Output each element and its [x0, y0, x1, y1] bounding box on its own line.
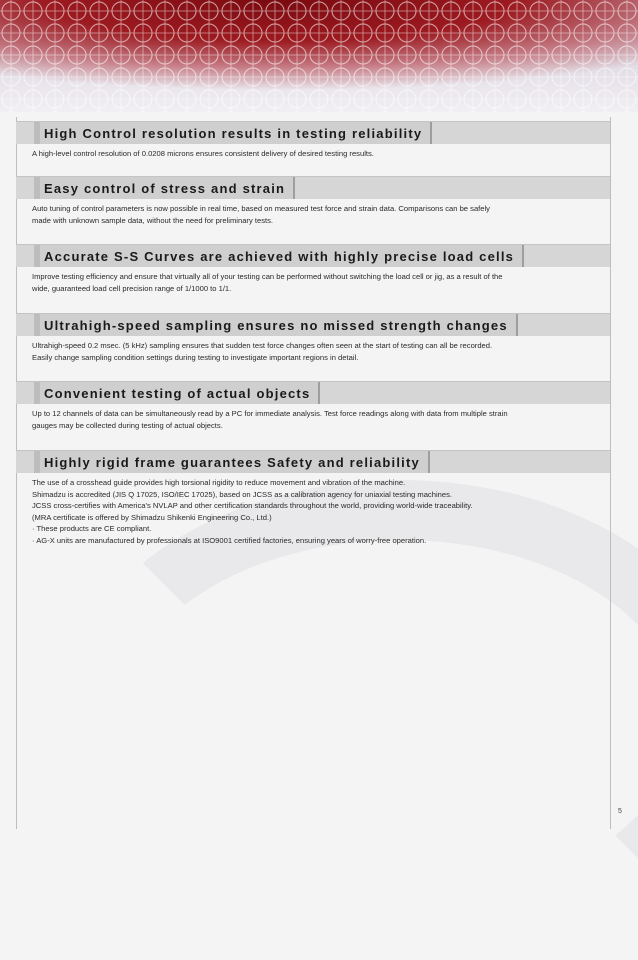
- section-title: Accurate S-S Curves are achieved with highly precise load cells: [40, 245, 524, 267]
- body-line: made with unknown sample data, without the need for preliminary tests.: [32, 215, 274, 225]
- section-header: [16, 313, 610, 336]
- lattice-pattern: [0, 0, 638, 112]
- section-title: High Control resolution results in testing reliability: [40, 122, 432, 144]
- section-title: Highly rigid frame guarantees Safety and reliability: [40, 451, 430, 473]
- body-line: Improve testing efficiency and ensure that virtually all of your testing can be performed without switching the load cell or jig, as a result of the: [32, 272, 503, 281]
- section-actual-objects: [16, 381, 610, 431]
- section-header: [16, 244, 610, 267]
- section-body: [16, 336, 610, 363]
- section-body: [16, 199, 610, 226]
- body-line: Shimadzu is accredited (JIS Q 17025, ISO/IEC 17025), based on JCSS as a calibration agency for uniaxial testing machines.: [32, 489, 452, 499]
- section-title: Ultrahigh-speed sampling ensures no missed strength changes: [40, 314, 518, 336]
- section-body: [16, 404, 610, 431]
- section-control-resolution: [16, 121, 610, 160]
- section-header: [16, 176, 610, 199]
- body-line: Auto tuning of control parameters is now possible in real time, based on measured test force and strain data. Comparisons can be safely: [32, 204, 490, 213]
- section-header: [16, 121, 610, 144]
- section-body: [16, 473, 610, 546]
- bullet-item: · AG-X units are manufactured by professionals at ISO9001 certified factories, ensuring years of worry-free operation.: [32, 535, 427, 545]
- body-line: Easily change sampling condition settings during testing to investigate important regions in detail.: [32, 352, 359, 362]
- section-header: [16, 381, 610, 404]
- body-line: wide, guaranteed load cell precision range of 1/1000 to 1/1.: [32, 283, 232, 293]
- body-line: Ultrahigh-speed 0.2 msec. (5 kHz) sampling ensures that sudden test force changes often seen at the start of testing can all be recorded.: [32, 341, 493, 350]
- section-title: Easy control of stress and strain: [40, 177, 295, 199]
- body-line: Up to 12 channels of data can be simultaneously read by a PC for immediate analysis. Test force readings along with data from multiple strain: [32, 409, 508, 418]
- page-number: 5: [618, 808, 622, 815]
- body-line: (MRA certificate is offered by Shimadzu Shikenki Engineering Co., Ltd.): [32, 512, 272, 522]
- body-line: The use of a crosshead guide provides high torsional rigidity to reduce movement and vibration of the machine.: [32, 478, 406, 487]
- section-body: [16, 267, 610, 294]
- section-body: [16, 144, 610, 160]
- section-header: [16, 450, 610, 473]
- body-line: gauges may be collected during testing of actual objects.: [32, 420, 223, 430]
- section-stress-strain: [16, 176, 610, 226]
- body-line: A high-level control resolution of 0.0208 microns ensures consistent delivery of desired testing results.: [32, 149, 374, 158]
- section-sampling: [16, 313, 610, 363]
- section-ss-curves: [16, 244, 610, 294]
- bullet-item: · These products are CE compliant.: [32, 524, 152, 533]
- section-rigid-frame: [16, 450, 610, 546]
- body-line: JCSS cross-certifies with America's NVLAP and other certification standards throughout the world, providing world-wide traceability.: [32, 501, 473, 510]
- section-title: Convenient testing of actual objects: [40, 382, 320, 404]
